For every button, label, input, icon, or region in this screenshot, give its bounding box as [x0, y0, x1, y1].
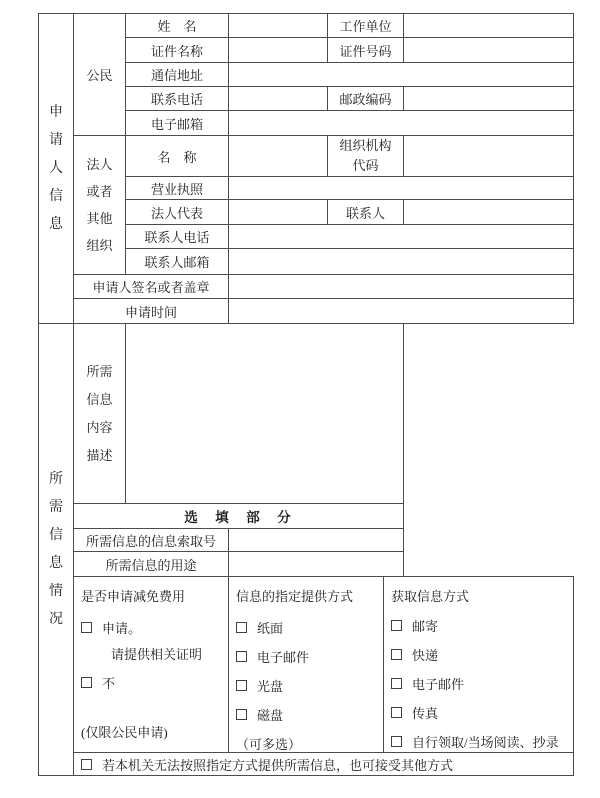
value-index-number[interactable]: [229, 529, 404, 552]
label-org-name: 名 称: [126, 136, 229, 177]
label-content-desc-text: 所需信息内容描述: [86, 363, 113, 463]
value-purpose[interactable]: [229, 552, 404, 577]
option-cd[interactable]: [236, 676, 379, 695]
option-self-pickup[interactable]: [391, 732, 569, 751]
label-purpose: 所需信息的用途: [74, 552, 229, 577]
checkbox-icon: [236, 709, 247, 720]
applicant-side-label-text: 申请人信息: [49, 104, 63, 232]
label-org-code: [328, 136, 404, 177]
org-group-label: [74, 136, 126, 275]
value-email[interactable]: [229, 111, 574, 136]
option-disk[interactable]: [236, 705, 379, 724]
option-fee-apply-label: 申请。: [102, 621, 142, 636]
delivery-method-footnote: （可多选）: [236, 737, 302, 752]
label-org-code-text: 组织机构代码: [339, 138, 392, 173]
label-phone: 联系电话: [126, 87, 229, 111]
label-legal-rep: 法人代表: [126, 200, 229, 225]
label-contact-phone: 联系人电话: [126, 225, 229, 249]
fallback-note-option[interactable]: [74, 755, 573, 774]
value-signature[interactable]: [229, 275, 574, 299]
value-contact-phone[interactable]: [229, 225, 574, 249]
label-postal-code: 邮政编码: [328, 87, 404, 111]
label-name: 姓 名: [126, 14, 229, 38]
value-legal-rep[interactable]: [229, 200, 328, 225]
option-cd-label: 光盘: [257, 679, 284, 694]
checkbox-icon: [236, 680, 247, 691]
value-content-desc[interactable]: [126, 324, 404, 504]
obtain-method-cell: [384, 577, 574, 753]
value-id-type[interactable]: [229, 38, 328, 63]
option-self-pickup-label: 自行领取/当场阅读、抄录: [412, 735, 559, 750]
label-business-license: 营业执照: [126, 177, 229, 200]
option-fax-label: 传真: [412, 706, 439, 721]
label-index-number: 所需信息的信息索取号: [74, 529, 229, 552]
label-content-desc: [74, 324, 126, 504]
checkbox-icon: [391, 649, 402, 660]
option-email-delivery-label: 电子邮件: [257, 650, 310, 665]
option-paper-label: 纸面: [257, 621, 284, 636]
label-work-unit: 工作单位: [328, 14, 404, 38]
option-disk-label: 磁盘: [257, 708, 284, 723]
application-form-table: [38, 13, 574, 776]
value-phone[interactable]: [229, 87, 328, 111]
checkbox-icon: [236, 651, 247, 662]
fallback-note-row: [74, 753, 574, 776]
checkbox-icon: [81, 759, 92, 770]
fee-waiver-cell: [74, 577, 229, 753]
value-org-code[interactable]: [404, 136, 574, 177]
delivery-method-cell: [229, 577, 384, 753]
value-contact-email[interactable]: [229, 249, 574, 275]
label-mail-address: 通信地址: [126, 63, 229, 87]
optional-part-title: 选 填 部 分: [74, 504, 404, 529]
label-email: 电子邮箱: [126, 111, 229, 136]
fee-waiver-footnote: (仅限公民申请): [81, 725, 168, 740]
info-side-label-text: 所需信息情况: [49, 471, 63, 627]
option-express-label: 快递: [412, 648, 439, 663]
value-org-name[interactable]: [229, 136, 328, 177]
org-group-label-text: 法人或者其他组织: [86, 157, 113, 253]
checkbox-icon: [391, 678, 402, 689]
label-id-number: 证件号码: [328, 38, 404, 63]
option-fee-no-label: 不: [102, 676, 116, 691]
label-apply-time: 申请时间: [74, 299, 229, 324]
option-fax[interactable]: [391, 703, 569, 722]
checkbox-icon: [391, 736, 402, 747]
label-signature: 申请人签名或者盖章: [74, 275, 229, 299]
fallback-note-label: 若本机关无法按照指定方式提供所需信息，也可接受其他方式: [102, 757, 454, 773]
delivery-method-title: 信息的指定提供方式: [236, 589, 354, 604]
applicant-section-side-label: [39, 14, 74, 324]
checkbox-icon: [236, 622, 247, 633]
option-fee-no[interactable]: [81, 673, 224, 692]
label-contact-person: 联系人: [328, 200, 404, 225]
option-mail-label: 邮寄: [412, 619, 439, 634]
option-email-obtain[interactable]: [391, 674, 569, 693]
value-contact-person[interactable]: [404, 200, 574, 225]
value-name[interactable]: [229, 14, 328, 38]
option-fee-apply[interactable]: [81, 618, 224, 637]
label-contact-email: 联系人邮箱: [126, 249, 229, 275]
option-email-obtain-label: 电子邮件: [412, 677, 465, 692]
citizen-group-label: 公民: [74, 14, 126, 136]
info-section-side-label: [39, 324, 74, 776]
label-id-type: 证件名称: [126, 38, 229, 63]
fee-waiver-title: 是否申请减免费用: [81, 589, 186, 604]
value-mail-address[interactable]: [229, 63, 574, 87]
checkbox-icon: [81, 622, 92, 633]
obtain-method-title: 获取信息方式: [391, 589, 470, 604]
value-postal-code[interactable]: [404, 87, 574, 111]
value-id-number[interactable]: [404, 38, 574, 63]
value-work-unit[interactable]: [404, 14, 574, 38]
option-paper[interactable]: [236, 618, 379, 637]
checkbox-icon: [391, 620, 402, 631]
option-email-delivery[interactable]: [236, 647, 379, 666]
checkbox-icon: [81, 677, 92, 688]
value-business-license[interactable]: [229, 177, 574, 200]
option-fee-apply-note: 请提供相关证明: [111, 647, 203, 662]
value-apply-time[interactable]: [229, 299, 574, 324]
checkbox-icon: [391, 707, 402, 718]
option-express[interactable]: [391, 645, 569, 664]
option-mail[interactable]: [391, 616, 569, 635]
